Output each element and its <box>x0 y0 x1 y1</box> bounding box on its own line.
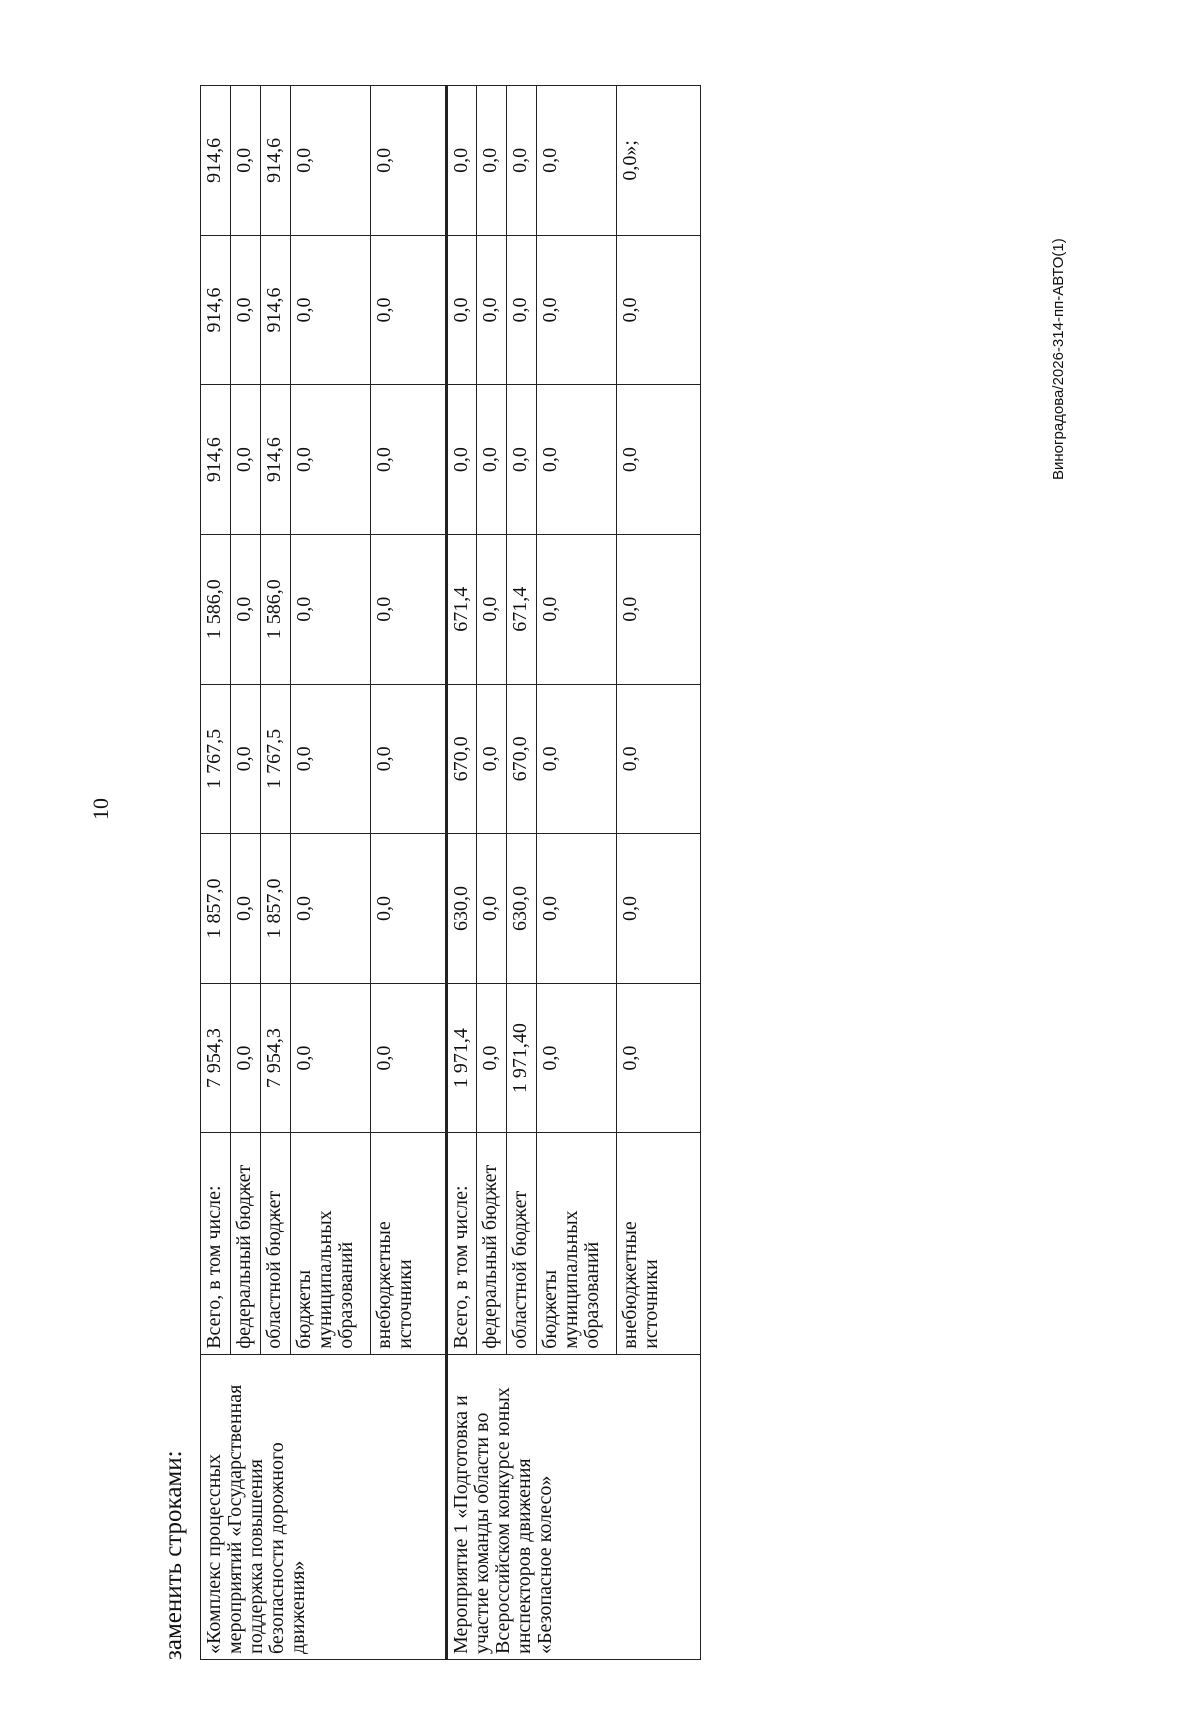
row-label: областной бюджет <box>261 1133 291 1354</box>
value-cell: 0,0 <box>507 235 537 385</box>
value-cell: 0,0 <box>477 684 507 834</box>
table-row <box>201 86 231 1660</box>
value-cell: 1 767,5 <box>261 684 291 834</box>
table-body <box>201 86 701 1660</box>
value-cell: 914,6 <box>201 385 231 535</box>
value-cell: 7 954,3 <box>261 983 291 1133</box>
row-label: областной бюджет <box>507 1133 537 1354</box>
row-label: внебюджетные источники <box>617 1133 701 1354</box>
value-cell: 1 857,0 <box>261 834 291 984</box>
value-cell: 0,0 <box>617 235 701 385</box>
value-cell: 0,0 <box>507 385 537 535</box>
value-cell: 914,6 <box>261 235 291 385</box>
value-cell: 0,0 <box>617 385 701 535</box>
value-cell: 0,0 <box>371 684 447 834</box>
value-cell: 0,0 <box>231 86 261 236</box>
value-cell: 0,0 <box>291 684 371 834</box>
row-label: внебюджетные источники <box>371 1133 447 1354</box>
value-cell: 0,0 <box>231 834 261 984</box>
value-cell: 0,0 <box>477 534 507 684</box>
value-cell: 0,0 <box>371 983 447 1133</box>
row-label: бюджеты муниципальных образований <box>291 1133 371 1354</box>
value-cell: 914,6 <box>261 385 291 535</box>
value-cell: 0,0 <box>537 86 617 236</box>
value-cell: 671,4 <box>507 534 537 684</box>
value-cell: 0,0 <box>537 983 617 1133</box>
value-cell: 0,0»; <box>617 86 701 236</box>
group-title-cell: «Комплекс процессных мероприятий «Государственная поддержка повышения безопасности дорожного движения» <box>201 1354 447 1659</box>
page-number: 10 <box>88 798 113 820</box>
row-label: бюджеты муниципальных образований <box>537 1133 617 1354</box>
value-cell: 0,0 <box>537 235 617 385</box>
value-cell: 0,0 <box>617 684 701 834</box>
value-cell: 0,0 <box>537 385 617 535</box>
row-label: федеральный бюджет <box>477 1133 507 1354</box>
row-label: Всего, в том числе: <box>201 1133 231 1354</box>
value-cell: 1 971,4 <box>447 983 477 1133</box>
value-cell: 0,0 <box>371 534 447 684</box>
value-cell: 1 586,0 <box>201 534 231 684</box>
value-cell: 0,0 <box>291 385 371 535</box>
value-cell: 0,0 <box>291 983 371 1133</box>
value-cell: 914,6 <box>201 86 231 236</box>
landscape-page <box>40 40 1140 1700</box>
group-title-cell: Мероприятие 1 «Подготовка и участие команды области во Всероссийском конкурсе юных инспекторов движения «Безопасное колесо» <box>447 1354 701 1659</box>
value-cell: 630,0 <box>447 834 477 984</box>
value-cell: 1 767,5 <box>201 684 231 834</box>
value-cell: 670,0 <box>447 684 477 834</box>
value-cell: 1 586,0 <box>261 534 291 684</box>
value-cell: 0,0 <box>291 235 371 385</box>
row-label: федеральный бюджет <box>231 1133 261 1354</box>
value-cell: 1 857,0 <box>201 834 231 984</box>
table-row <box>447 86 477 1660</box>
value-cell: 0,0 <box>231 385 261 535</box>
document-code: Виноградова/2026-314-пп-АВТО(1) <box>1050 238 1067 480</box>
value-cell: 0,0 <box>371 385 447 535</box>
value-cell: 0,0 <box>371 86 447 236</box>
value-cell: 914,6 <box>261 86 291 236</box>
value-cell: 1 971,40 <box>507 983 537 1133</box>
value-cell: 0,0 <box>231 983 261 1133</box>
value-cell: 0,0 <box>291 86 371 236</box>
value-cell: 0,0 <box>447 86 477 236</box>
value-cell: 0,0 <box>447 385 477 535</box>
intro-text: заменить строками: <box>160 1450 187 1660</box>
value-cell: 0,0 <box>447 235 477 385</box>
value-cell: 0,0 <box>291 534 371 684</box>
value-cell: 0,0 <box>537 834 617 984</box>
value-cell: 0,0 <box>231 684 261 834</box>
value-cell: 671,4 <box>447 534 477 684</box>
value-cell: 0,0 <box>231 235 261 385</box>
value-cell: 0,0 <box>371 235 447 385</box>
value-cell: 0,0 <box>477 235 507 385</box>
value-cell: 0,0 <box>507 86 537 236</box>
value-cell: 0,0 <box>291 834 371 984</box>
value-cell: 0,0 <box>617 983 701 1133</box>
value-cell: 0,0 <box>617 534 701 684</box>
row-label: Всего, в том числе: <box>447 1133 477 1354</box>
value-cell: 914,6 <box>201 235 231 385</box>
value-cell: 0,0 <box>231 534 261 684</box>
value-cell: 630,0 <box>507 834 537 984</box>
value-cell: 0,0 <box>477 86 507 236</box>
value-cell: 0,0 <box>537 534 617 684</box>
value-cell: 0,0 <box>537 684 617 834</box>
value-cell: 0,0 <box>617 834 701 984</box>
budget-table <box>200 85 701 1660</box>
value-cell: 0,0 <box>371 834 447 984</box>
value-cell: 0,0 <box>477 983 507 1133</box>
value-cell: 0,0 <box>477 385 507 535</box>
value-cell: 7 954,3 <box>201 983 231 1133</box>
value-cell: 0,0 <box>477 834 507 984</box>
value-cell: 670,0 <box>507 684 537 834</box>
